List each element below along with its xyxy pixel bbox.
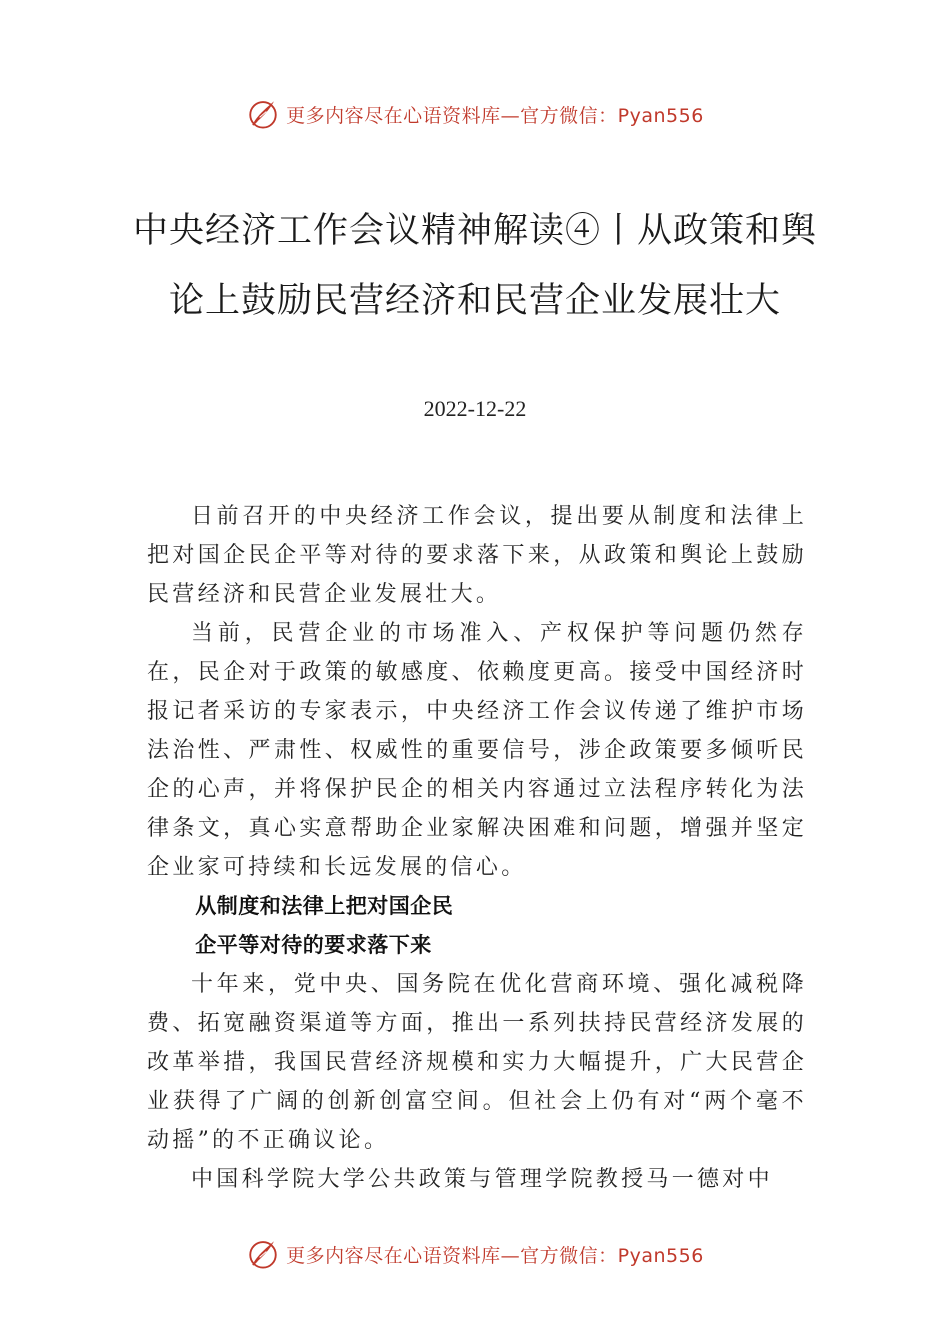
paragraph: 十年来，党中央、国务院在优化营商环境、强化减税降费、拓宽融资渠道等方面，推出一系列扶持民营经济发展的改革举措，我国民营经济规模和实力大幅提升，广大民营企业获得了广阔的创新创富空间。但社会上仍有对“两个毫不动摇”的不正确议论。 <box>147 972 807 1153</box>
wechat-id: Pyan556 <box>617 104 704 127</box>
quill-seal-icon <box>246 1237 280 1271</box>
quill-seal-icon <box>246 97 280 131</box>
footer-watermark <box>0 1234 950 1274</box>
watermark-text: 更多内容尽在心语资料库—官方微信：Pyan556 <box>286 104 704 127</box>
article-title: 中央经济工作会议精神解读④丨从政策和舆论上鼓励民营经济和民营企业发展壮大 <box>132 211 817 321</box>
section-heading <box>147 887 807 965</box>
article-body <box>147 497 807 1199</box>
paragraph: 当前，民营企业的市场准入、产权保护等问题仍然存在，民企对于政策的敏感度、依赖度更高。接受中国经济时报记者采访的专家表示，中央经济工作会议传递了维护市场法治性、严肃性、权威性的重要信号，涉企政策要多倾听民企的心声，并将保护民企的相关内容通过立法程序转化为法律条文，真心实意帮助企业家解决困难和问题，增强并坚定企业家可持续和长远发展的信心。 <box>147 621 807 880</box>
paragraph: 中国科学院大学公共政策与管理学院教授马一德对中 <box>191 1167 773 1192</box>
wechat-id: Pyan556 <box>617 1244 704 1267</box>
article-date: 2022-12-22 <box>423 396 527 421</box>
watermark-text: 更多内容尽在心语资料库—官方微信：Pyan556 <box>286 1244 704 1267</box>
section-heading-line: 从制度和法律上把对国企民 <box>195 894 454 918</box>
section-heading-line: 企平等对待的要求落下来 <box>195 933 432 957</box>
paragraph: 日前召开的中央经济工作会议，提出要从制度和法律上把对国企民企平等对待的要求落下来，从政策和舆论上鼓励民营经济和民营企业发展壮大。 <box>147 504 807 607</box>
header-watermark <box>0 94 950 134</box>
